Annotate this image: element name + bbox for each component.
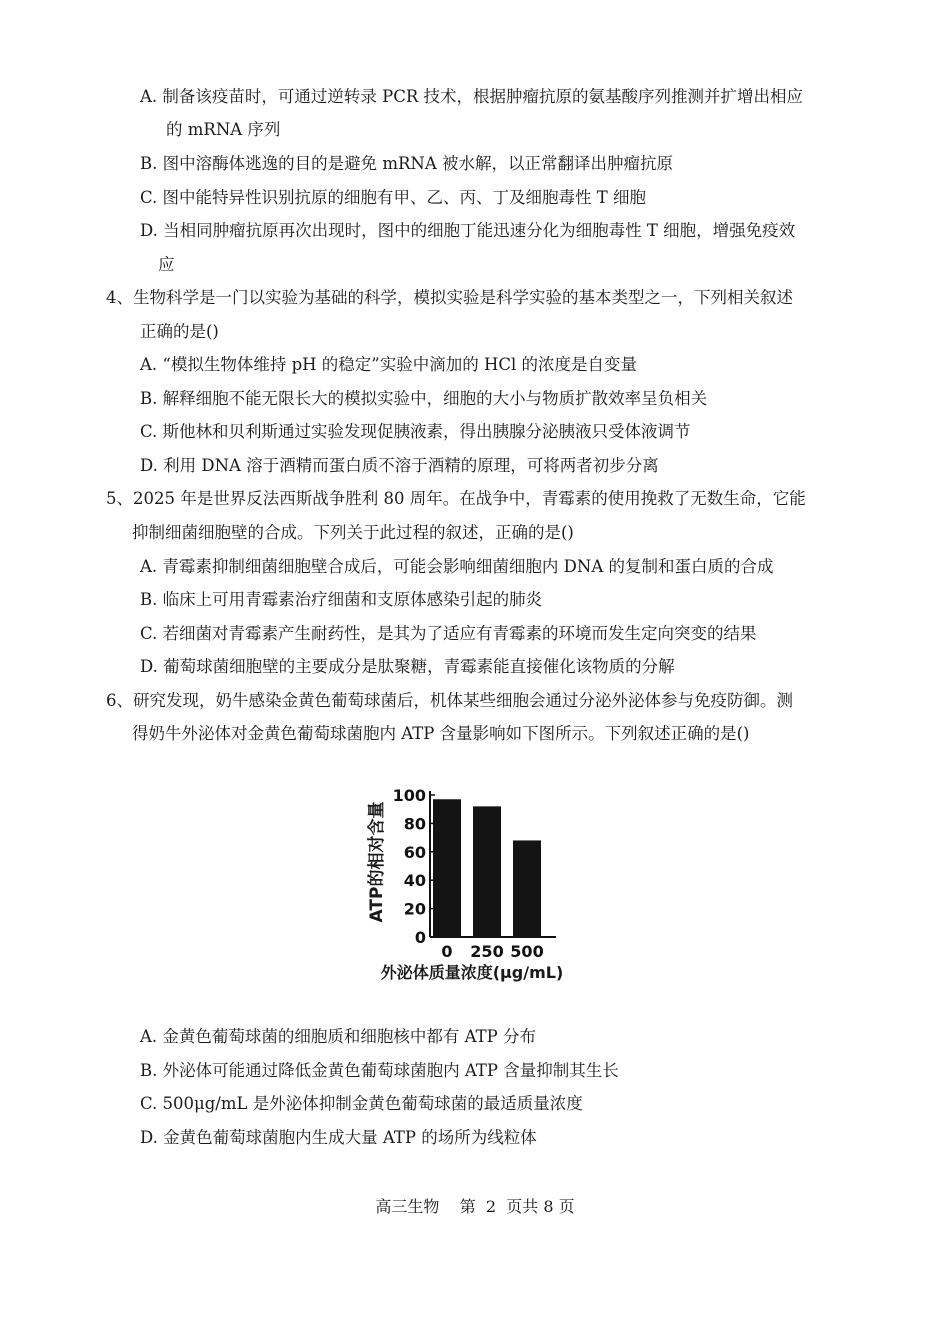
q4-option-c: C. 斯他林和贝利斯通过实验发现促胰液素，得出胰腺分泌胰液只受体液调节 [140, 422, 691, 441]
q6-stem-line1: 6、研究发现，奶牛感染金黄色葡萄球菌后，机体某些细胞会通过分泌外泌体参与免疫防御。测 [106, 691, 793, 710]
q6-option-d: D. 金黄色葡萄球菌胞内生成大量 ATP 的场所为线粒体 [140, 1128, 537, 1147]
x-tick-label: 500 [510, 942, 544, 961]
y-tick-label: 80 [403, 814, 426, 834]
chart-canvas [362, 782, 602, 992]
q3-option-d-line2: 应 [158, 255, 175, 274]
q5-stem-line2: 抑制细菌细胞壁的合成。下列关于此过程的叙述，正确的是() [132, 523, 574, 542]
x-axis-label: 外泌体质量浓度(μg/mL) [380, 963, 564, 982]
q5-stem-line1: 5、2025 年是世界反法西斯战争胜利 80 周年。在战争中，青霉素的使用挽救了无数生命，它能 [106, 489, 806, 508]
q3-option-a-line2: 的 mRNA 序列 [166, 120, 281, 139]
q4-option-a: A. “模拟生物体维持 pH 的稳定”实验中滴加的 HCl 的浓度是自变量 [140, 355, 637, 374]
bar [513, 840, 541, 937]
y-axis-label-group [366, 802, 387, 923]
q4-stem-line1: 4、生物科学是一门以实验为基础的科学，模拟实验是科学实验的基本类型之一，下列相关叙述 [106, 288, 793, 307]
x-ticks [441, 942, 543, 961]
x-tick-label: 250 [470, 942, 504, 961]
bar [473, 806, 501, 937]
y-ticks [393, 786, 435, 947]
q3-option-a-line1: A. 制备该疫苗时，可通过逆转录 PCR 技术，根据肿瘤抗原的氨基酸序列推测并扩增出相应 [140, 87, 804, 106]
y-tick-label: 20 [403, 899, 426, 919]
q4-option-b: B. 解释细胞不能无限长大的模拟实验中，细胞的大小与物质扩散效率呈负相关 [140, 389, 708, 408]
q4-stem-line2: 正确的是() [140, 322, 219, 341]
page-footer: 高三生物 第 2 页共 8 页 [375, 1197, 575, 1216]
q6-option-c: C. 500μg/mL 是外泌体抑制金黄色葡萄球菌的最适质量浓度 [140, 1094, 583, 1113]
y-axis-label: ATP的相对含量 [367, 801, 387, 923]
q5-option-a: A. 青霉素抑制细菌细胞壁合成后，可能会影响细菌细胞内 DNA 的复制和蛋白质的合成 [140, 557, 774, 576]
y-tick-label: 60 [403, 842, 426, 862]
q3-option-b: B. 图中溶酶体逃逸的目的是避免 mRNA 被水解，以正常翻译出肿瘤抗原 [140, 154, 674, 173]
y-tick-label: 0 [414, 928, 426, 947]
q5-option-d: D. 葡萄球菌细胞壁的主要成分是肽聚糖，青霉素能直接催化该物质的分解 [140, 657, 675, 676]
bars [433, 799, 541, 937]
q6-option-b: B. 外泌体可能通过降低金黄色葡萄球菌胞内 ATP 含量抑制其生长 [140, 1061, 619, 1080]
q6-option-a: A. 金黄色葡萄球菌的细胞质和细胞核中都有 ATP 分布 [140, 1027, 537, 1046]
q4-option-d: D. 利用 DNA 溶于酒精而蛋白质不溶于酒精的原理，可将两者初步分离 [140, 456, 659, 475]
q5-option-c: C. 若细菌对青霉素产生耐药性，是其为了适应有青霉素的环境而发生定向突变的结果 [140, 624, 757, 643]
q3-option-c: C. 图中能特异性识别抗原的细胞有甲、乙、丙、丁及细胞毒性 T 细胞 [140, 188, 647, 207]
q6-stem-line2: 得奶牛外泌体对金黄色葡萄球菌胞内 ATP 含量影响如下图所示。下列叙述正确的是() [132, 724, 750, 743]
q5-option-b: B. 临床上可用青霉素治疗细菌和支原体感染引起的肺炎 [140, 590, 543, 609]
y-tick-label: 40 [403, 871, 426, 891]
q3-option-d-line1: D. 当相同肿瘤抗原再次出现时，图中的细胞丁能迅速分化为细胞毒性 T 细胞，增强免疫效 [140, 221, 796, 240]
bar [433, 799, 461, 937]
atp-bar-chart [362, 782, 602, 992]
x-tick-label: 0 [441, 942, 453, 961]
y-tick-label: 100 [392, 786, 426, 805]
